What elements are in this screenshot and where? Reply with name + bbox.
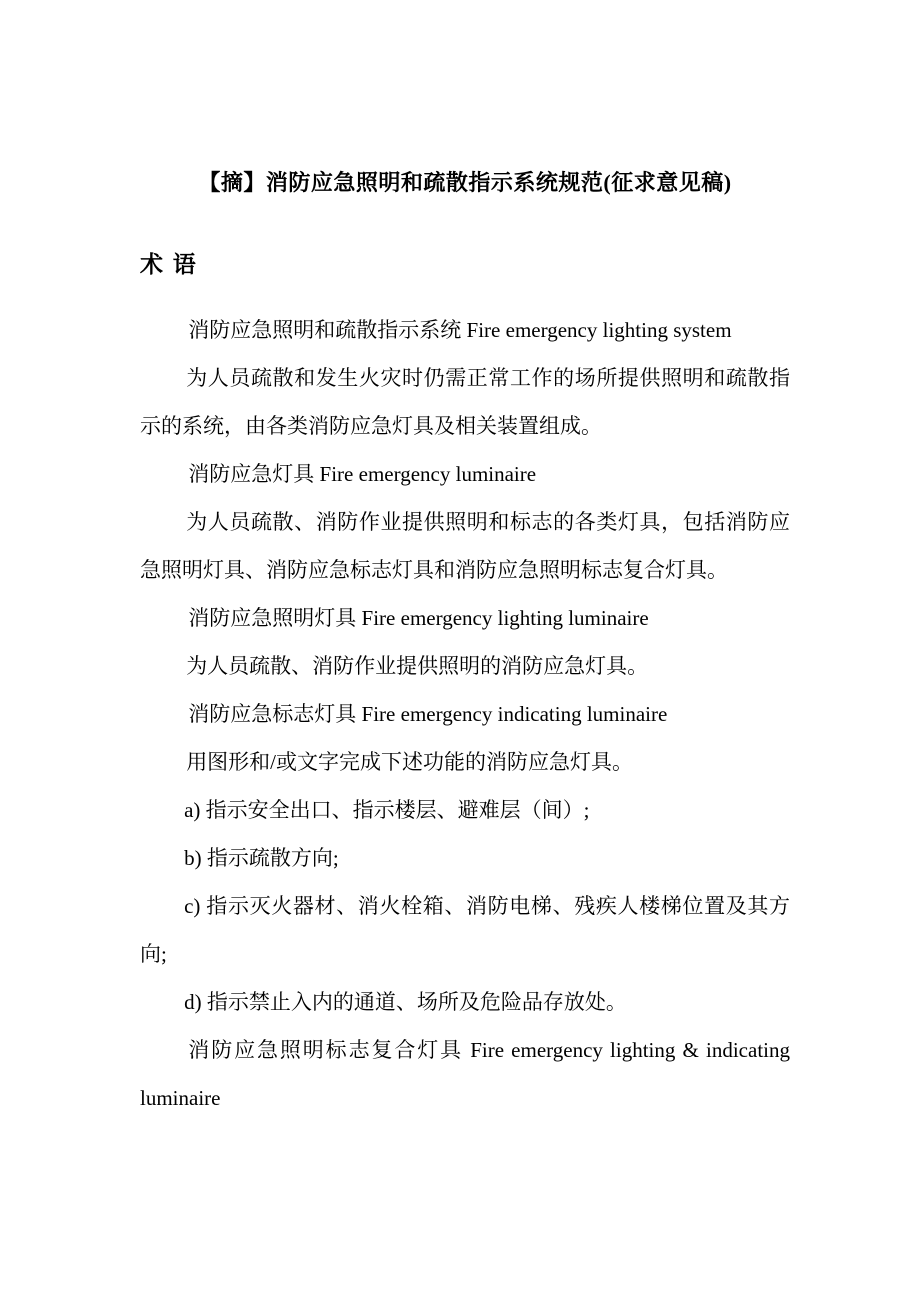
term-paragraph-lighting-and-indicating-luminaire: 消防应急照明标志复合灯具 Fire emergency lighting & indicating luminaire [140, 1038, 790, 1110]
list-item-b: b) 指示疏散方向; [184, 846, 339, 870]
list-item-c: c) 指示灭火器材、消火栓箱、消防电梯、残疾人楼梯位置及其方向; [140, 894, 790, 966]
section-heading: 术 语 [140, 252, 198, 277]
list-item-a: a) 指示安全出口、指示楼层、避难层（间）; [184, 798, 590, 822]
body-paragraph-lighting-luminaire-definition: 为人员疏散、消防作业提供照明的消防应急灯具。 [186, 654, 649, 678]
body-paragraph-system-definition: 为人员疏散和发生火灾时仍需正常工作的场所提供照明和疏散指示的系统，由各类消防应急灯具及相关装置组成。 [140, 366, 790, 438]
document-title: 【摘】消防应急照明和疏散指示系统规范(征求意见稿) [198, 170, 732, 195]
term-paragraph-fire-emergency-indicating-luminaire: 消防应急标志灯具 Fire emergency indicating luminaire [188, 702, 668, 726]
body-paragraph-indicating-luminaire-definition: 用图形和/或文字完成下述功能的消防应急灯具。 [186, 750, 634, 774]
term-paragraph-fire-emergency-lighting-luminaire: 消防应急照明灯具 Fire emergency lighting luminaire [188, 606, 649, 630]
body-paragraph-luminaire-definition: 为人员疏散、消防作业提供照明和标志的各类灯具，包括消防应急照明灯具、消防应急标志灯具和消防应急照明标志复合灯具。 [140, 510, 790, 582]
list-item-d: d) 指示禁止入内的通道、场所及危险品存放处。 [184, 990, 627, 1014]
term-paragraph-fire-emergency-luminaire: 消防应急灯具 Fire emergency luminaire [188, 462, 537, 486]
term-paragraph-fire-emergency-lighting-system: 消防应急照明和疏散指示系统 Fire emergency lighting system [188, 318, 732, 342]
